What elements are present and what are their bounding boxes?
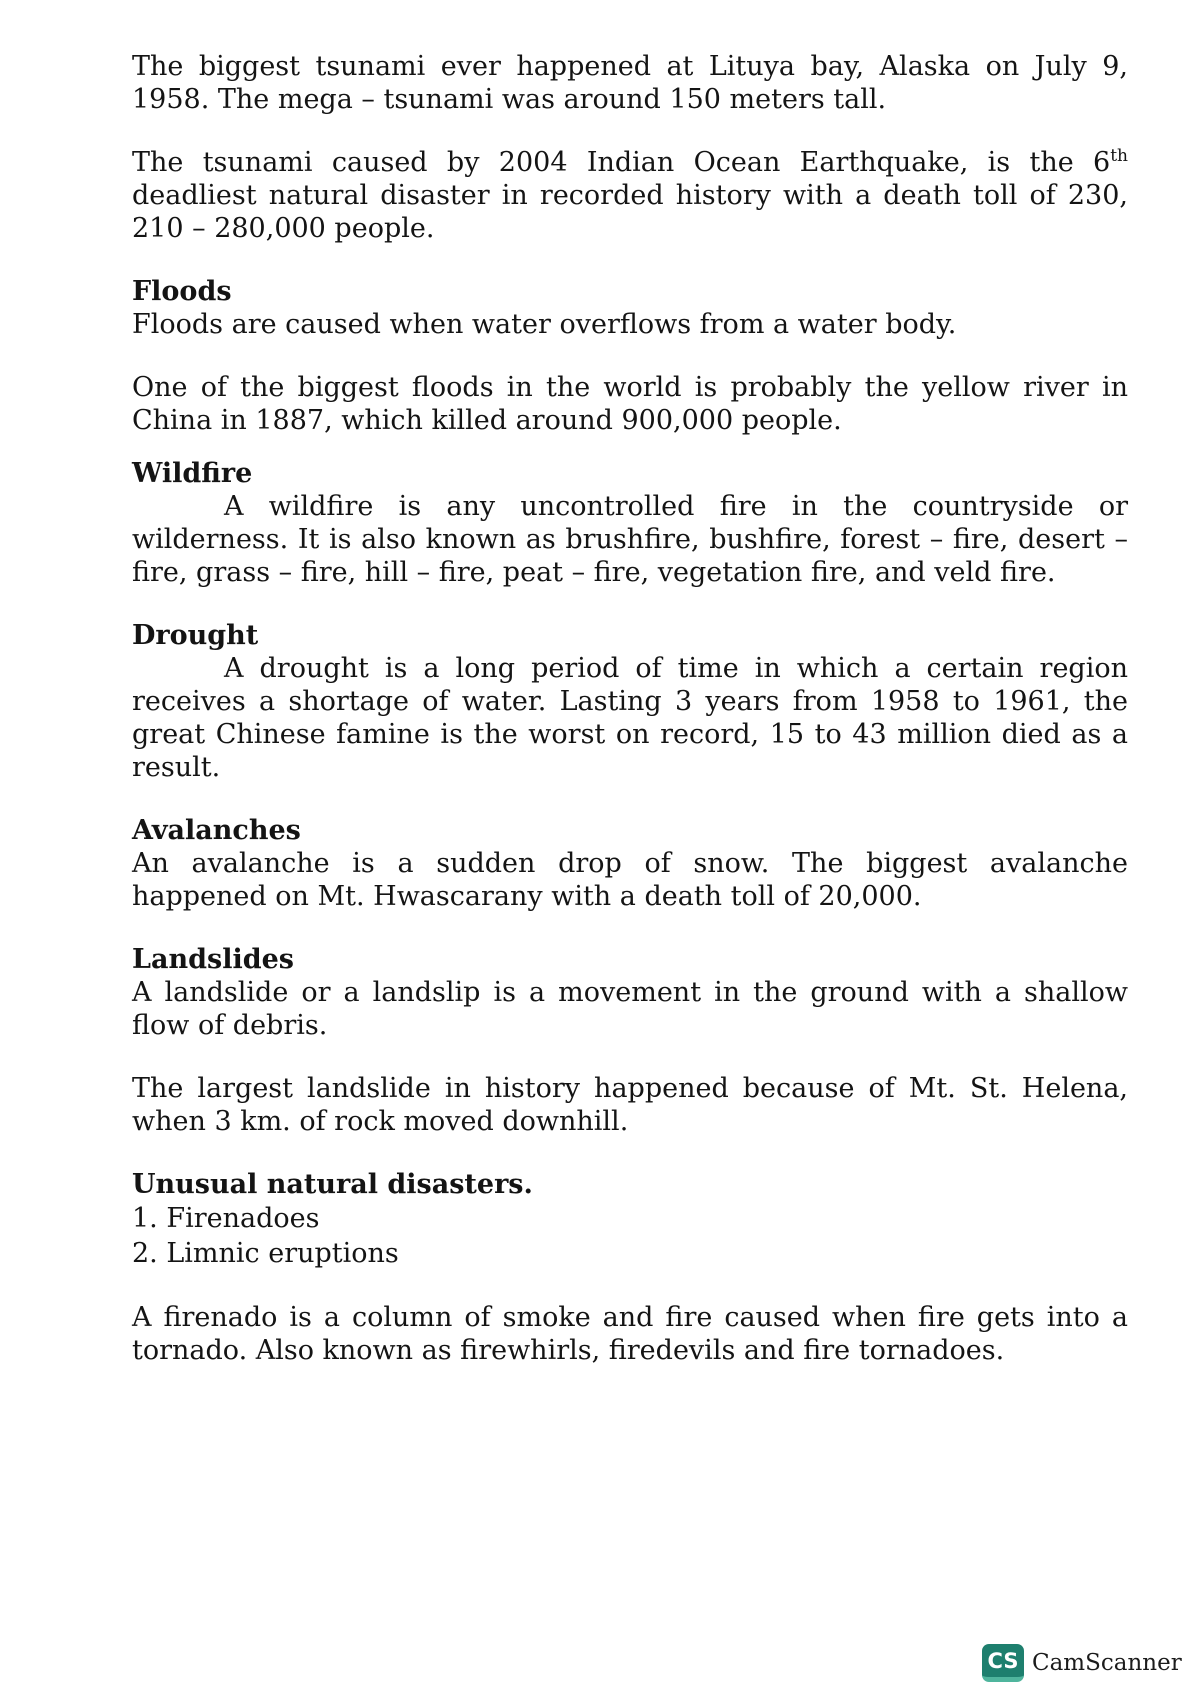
- intro-p2-text-b: deadliest natural disaster in recorded history with a death toll of 230, 210 – 280,000 people.: [132, 180, 1128, 244]
- intro-paragraph-2: [132, 146, 1128, 245]
- landslides-paragraph-1: A landslide or a landslip is a movement in the ground with a shallow flow of debris.: [132, 977, 1128, 1041]
- firenado-paragraph: A firenado is a column of smoke and fire caused when fire gets into a tornado. Also known as firewhirls, firedevils and fire tornadoes.: [132, 1302, 1128, 1366]
- list-item: 1. Firenadoes: [132, 1203, 320, 1234]
- camscanner-logo-icon: CS: [982, 1644, 1024, 1682]
- wildfire-heading: Wildfire: [132, 458, 253, 489]
- drought-heading: Drought: [132, 620, 259, 651]
- floods-paragraph-1: Floods are caused when water overflows from a water body.: [132, 309, 957, 340]
- avalanches-heading: Avalanches: [132, 815, 301, 846]
- landslides-heading: Landslides: [132, 944, 294, 975]
- camscanner-watermark: [982, 1644, 1182, 1682]
- ordinal-suffix: th: [1110, 146, 1128, 166]
- list-item: 2. Limnic eruptions: [132, 1238, 399, 1269]
- document-page: [132, 50, 1128, 1367]
- floods-paragraph-2: One of the biggest floods in the world is probably the yellow river in China in 1887, which killed around 900,000 people.: [132, 372, 1128, 436]
- camscanner-label: CamScanner: [1032, 1650, 1182, 1676]
- landslides-paragraph-2: The largest landslide in history happened because of Mt. St. Helena, when 3 km. of rock moved downhill.: [132, 1073, 1128, 1137]
- floods-heading: Floods: [132, 276, 232, 307]
- avalanches-paragraph: An avalanche is a sudden drop of snow. The biggest avalanche happened on Mt. Hwascarany with a death toll of 20,000.: [132, 848, 1128, 912]
- drought-paragraph: A drought is a long period of time in which a certain region receives a shortage of water. Lasting 3 years from 1958 to 1961, the great Chinese famine is the worst on record, 15 to 43 million died as a result.: [132, 653, 1128, 783]
- wildfire-paragraph: A wildfire is any uncontrolled fire in the countryside or wilderness. It is also known as brushfire, bushfire, forest – fire, desert – fire, grass – fire, hill – fire, peat – fire, vegetation fire, and veld fire.: [132, 491, 1128, 588]
- unusual-heading: Unusual natural disasters.: [132, 1169, 533, 1200]
- intro-paragraph-1: The biggest tsunami ever happened at Lituya bay, Alaska on July 9, 1958. The mega – tsunami was around 150 meters tall.: [132, 51, 1128, 115]
- intro-p2-text-a: The tsunami caused by 2004 Indian Ocean Earthquake, is the 6: [132, 147, 1111, 178]
